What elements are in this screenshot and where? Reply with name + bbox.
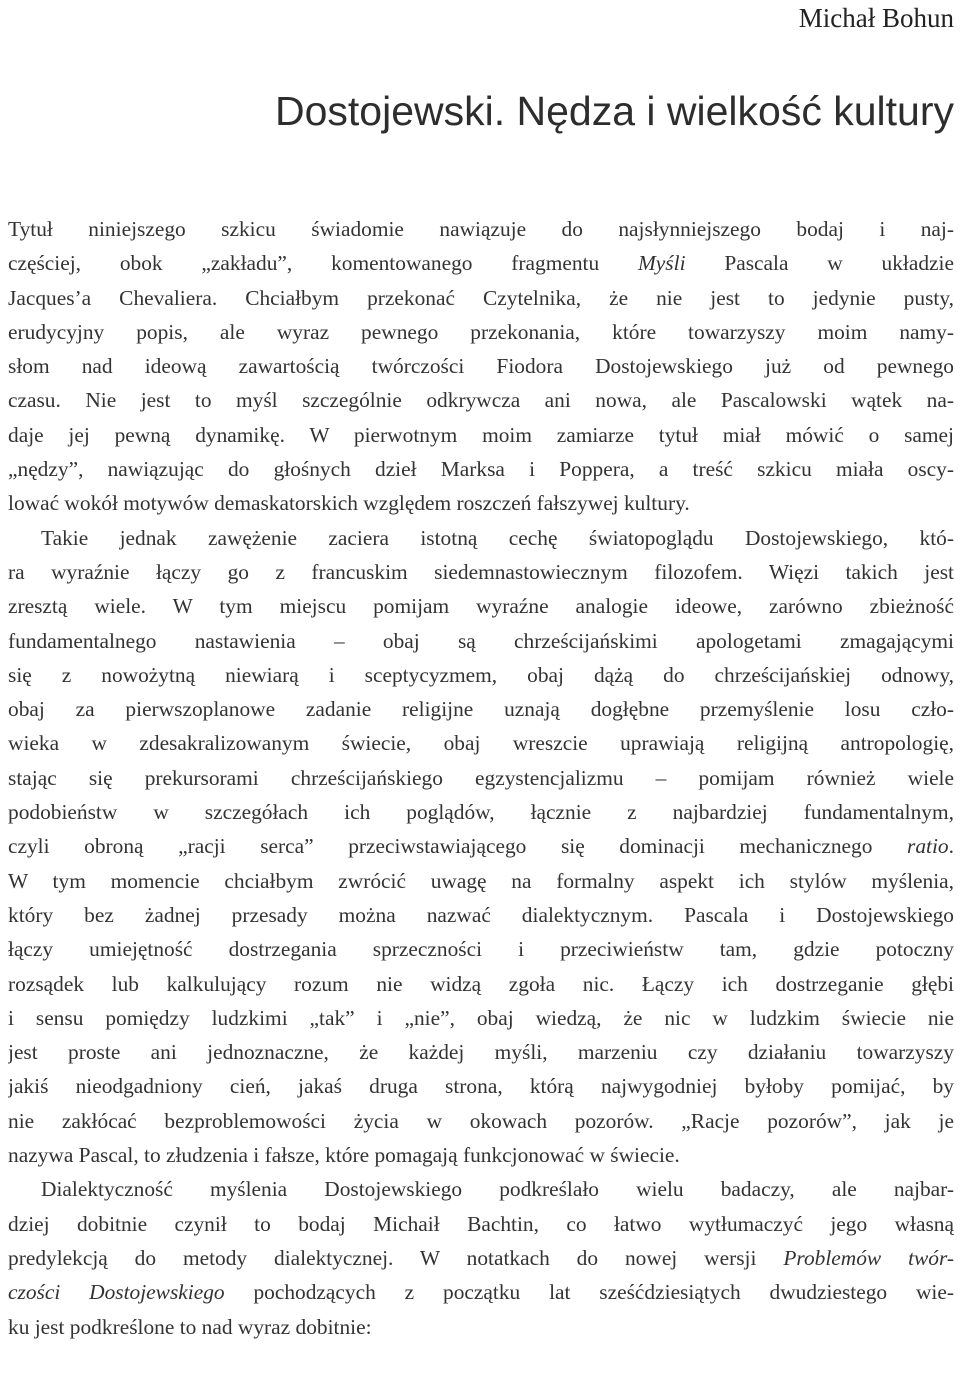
text-line: obaj za pierwszoplanowe zadanie religijne uznają dogłębne przemyślenie losu czło- [8,697,954,722]
text-line: podobieństw w szczegółach ich poglądów, łącznie z najbardziej fundamentalnym, [8,800,954,825]
text-line: daje jej pewną dynamikę. W pierwotnym moim zamiarze tytuł miał mówić o samej [8,422,954,447]
text-line: wieka w zdesakralizowanym świecie, obaj wreszcie uprawiają religijną antropologię, [8,731,954,756]
text-line: jakiś nieodgadniony cień, jakaś druga strona, którą najwygodniej byłoby pomijać, by [8,1074,954,1099]
text-line: czości Dostojewskiego pochodzących z początku lat sześćdziesiątych dwudziestego wie- [8,1280,954,1305]
text-line: zresztą wiele. W tym miejscu pomijam wyraźne analogie ideowe, zarówno zbieżność [8,594,954,619]
text-line: Dialektyczność myślenia Dostojewskiego podkreślało wielu badaczy, ale najbar- [41,1177,954,1202]
text-line: jest proste ani jednoznaczne, że każdej myśli, marzeniu czy działaniu towarzyszy [8,1040,954,1065]
text-line: się z nowożytną niewiarą i sceptycyzmem, obaj dążą do chrześcijańskiej odnowy, [8,662,954,687]
text-line: „nędzy”, nawiązując do głośnych dzieł Marksa i Poppera, a treść szkicu miała oscy- [8,457,954,482]
text-line: lować wokół motywów demaskatorskich względem roszczeń fałszywej kultury. [8,491,690,516]
text-line: fundamentalnego nastawienia – obaj są chrześcijańskimi apologetami zmagającymi [8,628,954,653]
text-line: ra wyraźnie łączy go z francuskim siedemnastowiecznym filozofem. Więzi takich jest [8,559,954,584]
text-line: łączy umiejętność dostrzegania sprzeczności i przeciwieństw tam, gdzie potoczny [8,937,954,962]
paragraph-1 [8,212,954,521]
author-name: Michał Bohun [798,3,954,33]
paragraph-2 [8,521,954,1173]
text-line: częściej, obok „zakładu”, komentowanego fragmentu Myśli Pascala w układzie [8,251,954,276]
text-line: nazywa Pascal, to złudzenia i fałsze, które pomagają funkcjonować w świecie. [8,1143,680,1168]
text-line: słom nad ideową zawartością twórczości Fiodora Dostojewskiego już od pewnego [8,354,954,379]
text-line: predylekcją do metody dialektycznej. W notatkach do nowej wersji Problemów twór- [8,1245,954,1270]
text-line: Jacques’a Chevaliera. Chciałbym przekonać Czytelnika, że nie jest to jedynie pusty, [8,285,954,310]
text-line: dziej dobitnie czynił to bodaj Michaił Bachtin, co łatwo wytłumaczyć jego własną [8,1211,954,1236]
article-title: Dostojewski. Nędza i wielkość kultury [274,88,954,134]
text-line: rozsądek lub kalkulujący rozum nie widzą zgoła nic. Łączy ich dostrzeganie głębi [8,971,954,996]
text-line: erudycyjny popis, ale wyraz pewnego przekonania, które towarzyszy moim namy- [8,319,954,344]
text-line: Takie jednak zawężenie zaciera istotną cechę światopoglądu Dostojewskiego, któ- [41,525,954,550]
text-line: nie zakłócać bezproblemowości życia w okowach pozorów. „Racje pozorów”, jak je [8,1108,954,1133]
text-line: ku jest podkreślone to nad wyraz dobitnie: [8,1314,372,1339]
article-body [8,212,954,1344]
text-line: Tytuł niniejszego szkicu świadomie nawiązuje do najsłynniejszego bodaj i naj- [8,217,954,241]
paragraph-3 [8,1172,954,1343]
document-page [8,0,954,1388]
text-line: który bez żadnej przesady można nazwać dialektycznym. Pascala i Dostojewskiego [8,902,954,927]
text-line: i sensu pomiędzy ludzkimi „tak” i „nie”, obaj wiedzą, że nic w ludzkim świecie nie [8,1005,954,1030]
text-line: stając się prekursorami chrześcijańskiego egzystencjalizmu – pomijam również wiele [8,765,954,790]
text-line: W tym momencie chciałbym zwrócić uwagę na formalny aspekt ich stylów myślenia, [8,868,954,893]
text-line: czasu. Nie jest to myśl szczególnie odkrywcza ani nowa, ale Pascalowski wątek na- [8,388,954,413]
text-line: czyli obroną „racji serca” przeciwstawiającego się dominacji mechanicznego ratio. [8,834,954,859]
